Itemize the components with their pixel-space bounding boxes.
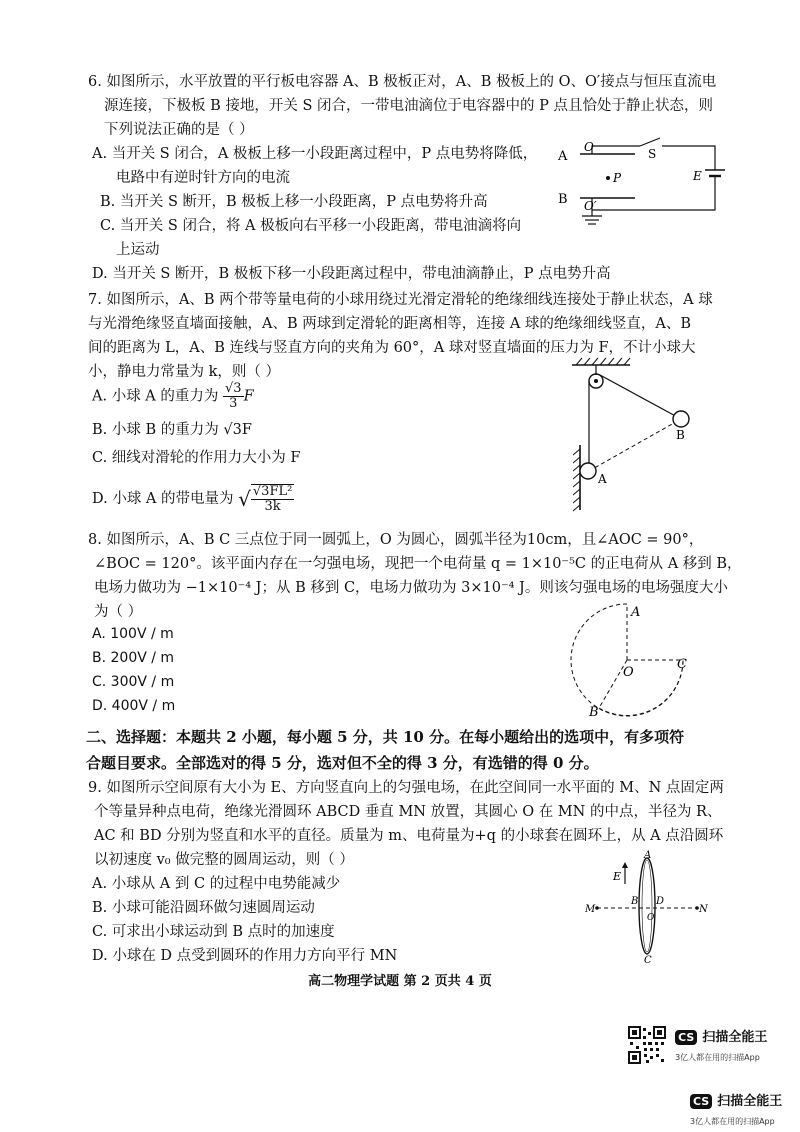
string-b (600, 375, 681, 419)
q7-option-b: B. 小球 B 的重力为 √3F (92, 422, 252, 438)
q8-stem-line: 为（ ） (94, 604, 143, 620)
label-b: B (631, 896, 639, 907)
field-arrowhead (622, 862, 628, 868)
q8-stem-line: ∠BOC = 120°。该平面内存在一匀强电场，现把一个电荷量 q = 1×10⁻⁵C 的正电荷从 A 移到 B， (94, 556, 742, 572)
label-c: C (677, 657, 687, 672)
denominator: 3k (264, 499, 281, 514)
wire (592, 146, 640, 154)
q7-option-a-text: A. 小球 A 的重力为 (92, 388, 219, 405)
q7-option-d-text: D. 小球 A 的带电量为 (92, 491, 234, 507)
q6-option-c-cont: 上运动 (116, 242, 160, 258)
label-a: A (598, 472, 607, 486)
q9-option-a: A. 小球从 A 到 C 的过程中电势能减少 (92, 876, 341, 892)
q6-stem-line: 源连接，下极板 B 接地，开关 S 闭合，一带电油滴位于电容器中的 P 点且恰处于静止状态，则 (104, 98, 713, 114)
section-2-line: 合题目要求。全部选对的得 5 分，选对但不全的得 3 分，有选错的得 0 分。 (86, 754, 599, 772)
q9-option-b: B. 小球可能沿圆环做匀速圆周运动 (92, 900, 315, 916)
cs-logo-icon: CS (675, 1030, 697, 1045)
switch-s (640, 138, 660, 146)
q7-option-d (92, 484, 294, 514)
ring (639, 858, 655, 954)
q7-option-c: C. 细线对滑轮的作用力大小为 F (92, 450, 301, 466)
q7-option-a-unit: F (243, 388, 254, 405)
section-2-heading (86, 724, 746, 776)
q8-arc-figure (565, 598, 705, 718)
numerator: √3 (225, 381, 242, 396)
label-o: O (623, 665, 634, 680)
arc-small (599, 660, 683, 716)
point-p (606, 176, 610, 180)
label-b: B (589, 705, 599, 718)
label-n: N (699, 904, 708, 915)
qr-code-icon (628, 1026, 666, 1064)
ball-b (673, 411, 689, 427)
q8-options (92, 622, 175, 718)
sqrt-sign: √ (238, 487, 251, 511)
ring-inner (642, 860, 652, 952)
watermark-tagline: 3亿人都在用的扫描App (675, 1053, 760, 1062)
watermark-brand: 扫描全能王 (702, 1030, 768, 1045)
pulley-axle (594, 379, 598, 383)
label-e: E (613, 870, 622, 883)
q7-pulley-figure (560, 355, 710, 515)
label-c: C (644, 955, 652, 965)
label-o2: O′ (584, 199, 597, 213)
q6-option-a-cont: 电路中有逆时针方向的电流 (116, 170, 290, 186)
scanner-watermark-bottom (690, 1090, 782, 1128)
label-b: B (558, 192, 568, 207)
label-o: O (584, 140, 594, 154)
label-m: M (585, 904, 596, 915)
q9-stem-line: AC 和 BD 分别为竖直和水平的直径。质量为 m、电荷量为+q 的小球套在圆环上，从 A 点沿圆环 (94, 828, 724, 844)
q8-option-b: B. 200V / m (92, 650, 175, 666)
q9-stem-line: 个等量异种点电荷，绝缘光滑圆环 ABCD 垂直 MN 放置，其圆心 O 在 MN 的中点，半径为 R、 (94, 804, 722, 820)
q8-stem-line: 8. 如图所示，A、B C 三点位于同一圆弧上，O 为圆心，圆弧半径为10cm，且∠AOC = 90°， (88, 532, 704, 548)
cs-logo-icon: CS (690, 1094, 712, 1109)
wall-hatch (573, 449, 580, 511)
label-p: P (613, 171, 622, 185)
numerator: √3FL² (252, 484, 293, 499)
fraction (251, 484, 294, 514)
line-ab (589, 419, 681, 471)
q8-option-d: D. 400V / m (92, 698, 176, 714)
label-s: S (648, 147, 657, 161)
label-o: O (647, 913, 655, 923)
ceiling-hatch (576, 358, 630, 365)
q8-stem-line: 电场力做功为 −1×10⁻⁴ J；从 B 移到 C，电场力做功为 3×10⁻⁴ J。则该匀强电场的电场强度大小 (94, 580, 728, 596)
q6-option-a: A. 当开关 S 闭合，A 极板上移一小段距离过程中，P 点电势将降低， (92, 146, 538, 162)
section-2-line: 二、选择题：本题共 2 小题，每小题 5 分，共 10 分。在每小题给出的选项中，有多项符 (86, 728, 685, 746)
q8-option-c: C. 300V / m (92, 674, 175, 690)
label-a: A (631, 605, 641, 620)
q6-stem-line: 下列说法正确的是（ ） (104, 122, 254, 138)
page-footer: 高二物理学试题 第 2 页共 4 页 (308, 974, 492, 989)
q6-option-d: D. 当开关 S 断开，B 极板下移一小段距离过程中，带电油滴静止，P 点电势升高 (92, 266, 611, 282)
q9-stem-line: 以初速度 v₀ 做完整的圆周运动，则（ ） (94, 852, 354, 868)
q7-stem-line: 小，静电力常量为 k，则（ ） (88, 364, 281, 380)
q9-option-c: C. 可求出小球运动到 B 点时的加速度 (92, 924, 335, 940)
q7-option-a (92, 382, 254, 411)
q6-stem-line: 6. 如图所示，水平放置的平行板电容器 A、B 极板正对，A、B 极板上的 O、O′接点与恒压直流电 (88, 74, 717, 90)
q8-option-a: A. 100V / m (92, 626, 174, 642)
q9-stem-line: 9. 如图所示空间原有大小为 E、方向竖直向上的匀强电场，在此空间同一水平面的 M、N 点固定两 (88, 780, 724, 796)
scanner-watermark (628, 1026, 767, 1064)
charge-m (595, 906, 599, 910)
wire (662, 146, 715, 170)
q6-option-b: B. 当开关 S 断开，B 极板上移一小段距离，P 点电势将升高 (100, 194, 488, 210)
q9-option-d: D. 小球在 D 点受到圆环的作用力方向平行 MN (92, 948, 398, 964)
q6-capacitor-figure (550, 136, 740, 236)
label-a: A (558, 149, 568, 164)
label-d: D (656, 896, 665, 907)
q7-stem-line: 7. 如图所示，A、B 两个带等量电荷的小球用绕过光滑定滑轮的绝缘细线连接处于静止状态，A 球 (88, 292, 713, 308)
fraction (223, 382, 244, 411)
label-e: E (693, 169, 702, 183)
q7-stem-line: 间的距离为 L，A、B 连线与竖直方向的夹角为 60°，A 球对竖直墙面的压力为 F，不计小球大 (88, 340, 696, 356)
denominator: 3 (229, 396, 238, 411)
watermark-tagline: 3亿人都在用的扫描App (690, 1117, 775, 1126)
label-b: B (676, 428, 685, 442)
q6-option-c: C. 当开关 S 闭合，将 A 极板向右平移一小段距离，带电油滴将向 (100, 218, 522, 234)
q7-stem-line: 与光滑绝缘竖直墙面接触，A、B 两球到定滑轮的距离相等，连接 A 球的绝缘细线竖直，A、B (88, 316, 692, 332)
watermark-brand: 扫描全能王 (717, 1094, 783, 1109)
q9-ring-figure (585, 850, 715, 965)
label-a: A (644, 850, 652, 861)
ball-a (580, 463, 596, 479)
